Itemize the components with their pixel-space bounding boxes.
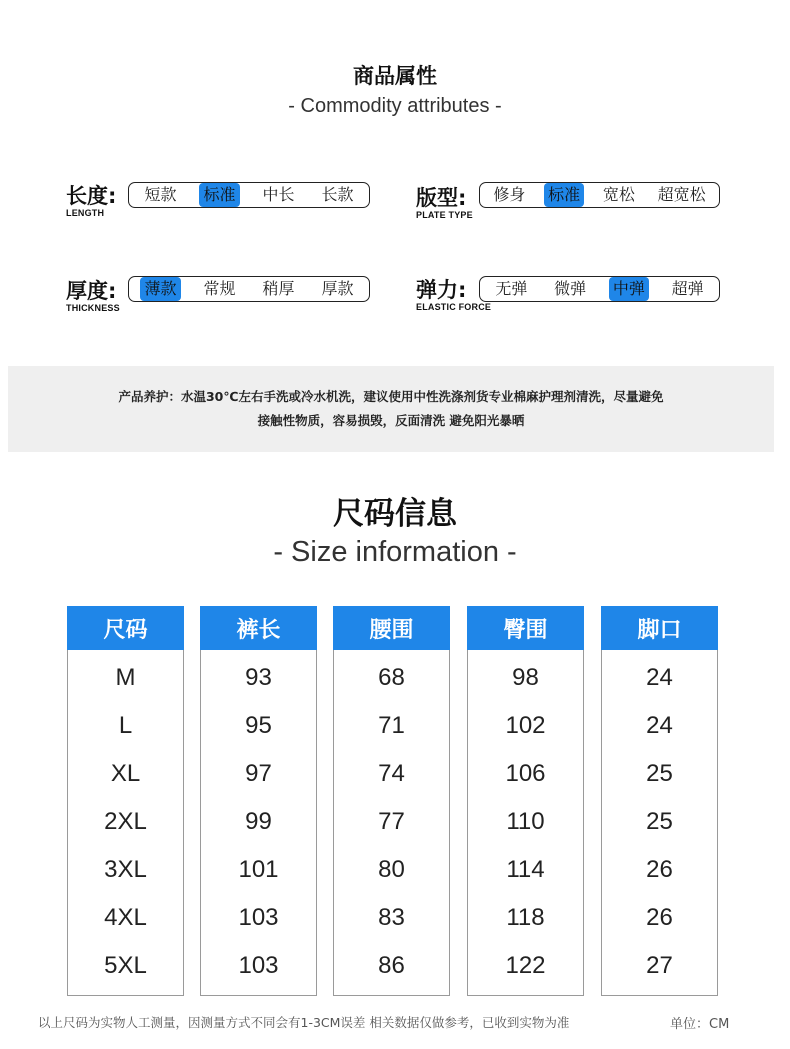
table-cell: 101 <box>238 856 279 883</box>
table-cell: 80 <box>378 856 405 883</box>
table-cell: 118 <box>506 904 545 931</box>
attribute-options-thickness <box>128 276 370 302</box>
option-slightly-thick: 稍厚 <box>262 279 295 298</box>
table-cell: 114 <box>506 856 545 883</box>
attributes-subtitle: - Commodity attributes - <box>288 95 502 117</box>
care-line-1: 产品养护：水温30℃左右手洗或冷水机洗，建议使用中性洗涤剂货专业棉麻护理剂清洗，尽量避免 <box>118 389 664 404</box>
table-cell: 106 <box>505 760 546 787</box>
size-column <box>200 606 317 996</box>
size-column <box>333 606 450 996</box>
table-cell: 71 <box>378 712 405 739</box>
table-cell: 5XL <box>104 952 147 979</box>
table-cell: 26 <box>646 856 673 883</box>
care-line-2: 接触性物质，容易损毁，反面清洗 避免阳光暴晒 <box>257 413 525 428</box>
attribute-group-thickness <box>66 279 120 313</box>
table-cell: 86 <box>378 952 405 979</box>
table-cell: 4XL <box>104 904 147 931</box>
table-cell: L <box>118 712 133 739</box>
option-super-stretch: 超弹 <box>671 279 704 298</box>
table-cell: 2XL <box>104 808 147 835</box>
table-cell: 26 <box>646 904 673 931</box>
option-slight-stretch: 微弹 <box>554 279 587 298</box>
table-cell: 122 <box>505 952 546 979</box>
table-cell: 83 <box>378 904 405 931</box>
attribute-label: 厚度: <box>66 279 117 303</box>
option-standard-selected: 标准 <box>199 183 239 207</box>
table-cell: 24 <box>646 712 673 739</box>
option-slim: 修身 <box>493 185 526 204</box>
table-cell: 24 <box>646 664 673 691</box>
size-subtitle: - Size information - <box>273 536 517 568</box>
option-short: 短款 <box>144 185 177 204</box>
table-cell: M <box>115 664 136 691</box>
table-cell: XL <box>110 760 141 787</box>
attribute-label-en: THICKNESS <box>66 303 120 313</box>
attribute-label-en: LENGTH <box>66 208 105 218</box>
attribute-group-plate-type <box>416 186 473 220</box>
care-instructions <box>8 366 774 452</box>
table-cell: 77 <box>378 808 405 835</box>
option-thick: 厚款 <box>321 279 354 298</box>
table-cell: 102 <box>505 712 546 739</box>
column-header: 腰围 <box>333 606 450 650</box>
table-cell: 97 <box>245 760 272 787</box>
option-medium-stretch-selected: 中弹 <box>609 277 649 301</box>
size-title: 尺码信息 <box>333 496 457 532</box>
column-header: 裤长 <box>200 606 317 650</box>
option-extra-loose: 超宽松 <box>657 185 706 204</box>
attribute-label-en: PLATE TYPE <box>416 210 473 220</box>
table-cell: 103 <box>238 952 279 979</box>
attribute-options-elastic <box>479 276 720 302</box>
table-cell: 95 <box>245 712 272 739</box>
option-loose: 宽松 <box>602 185 635 204</box>
attributes-title: 商品属性 <box>353 64 437 88</box>
table-cell: 110 <box>506 808 545 835</box>
attribute-label: 弹力: <box>416 278 467 302</box>
attribute-group-length <box>66 184 116 218</box>
attribute-options-length <box>128 182 370 208</box>
table-cell: 74 <box>378 760 405 787</box>
table-cell: 25 <box>646 760 673 787</box>
table-cell: 98 <box>512 664 539 691</box>
table-cell: 25 <box>646 808 673 835</box>
table-cell: 27 <box>646 952 673 979</box>
option-regular: 常规 <box>203 279 236 298</box>
size-column <box>67 606 184 996</box>
table-cell: 93 <box>245 664 272 691</box>
attribute-label-en: ELASTIC FORCE <box>416 302 492 312</box>
table-cell: 103 <box>238 904 279 931</box>
option-long: 长款 <box>321 185 354 204</box>
option-standard-selected: 标准 <box>544 183 584 207</box>
attribute-label: 长度: <box>66 184 117 208</box>
size-column <box>601 606 718 996</box>
table-cell: 99 <box>245 808 272 835</box>
column-header: 尺码 <box>67 606 184 650</box>
option-thin-selected: 薄款 <box>140 277 180 301</box>
option-no-stretch: 无弹 <box>495 279 528 298</box>
column-header: 臀围 <box>467 606 584 650</box>
unit-label: 单位：CM <box>670 1017 730 1032</box>
table-cell: 3XL <box>104 856 147 883</box>
attribute-options-plate-type <box>479 182 720 208</box>
option-mid-long: 中长 <box>262 185 295 204</box>
size-column <box>467 606 584 996</box>
table-cell: 68 <box>378 664 405 691</box>
column-header: 脚口 <box>601 606 718 650</box>
attribute-label: 版型: <box>416 186 467 210</box>
measurement-note: 以上尺码为实物人工测量，因测量方式不同会有1-3CM误差 相关数据仅做参考，已收到实物为准 <box>38 1015 570 1030</box>
